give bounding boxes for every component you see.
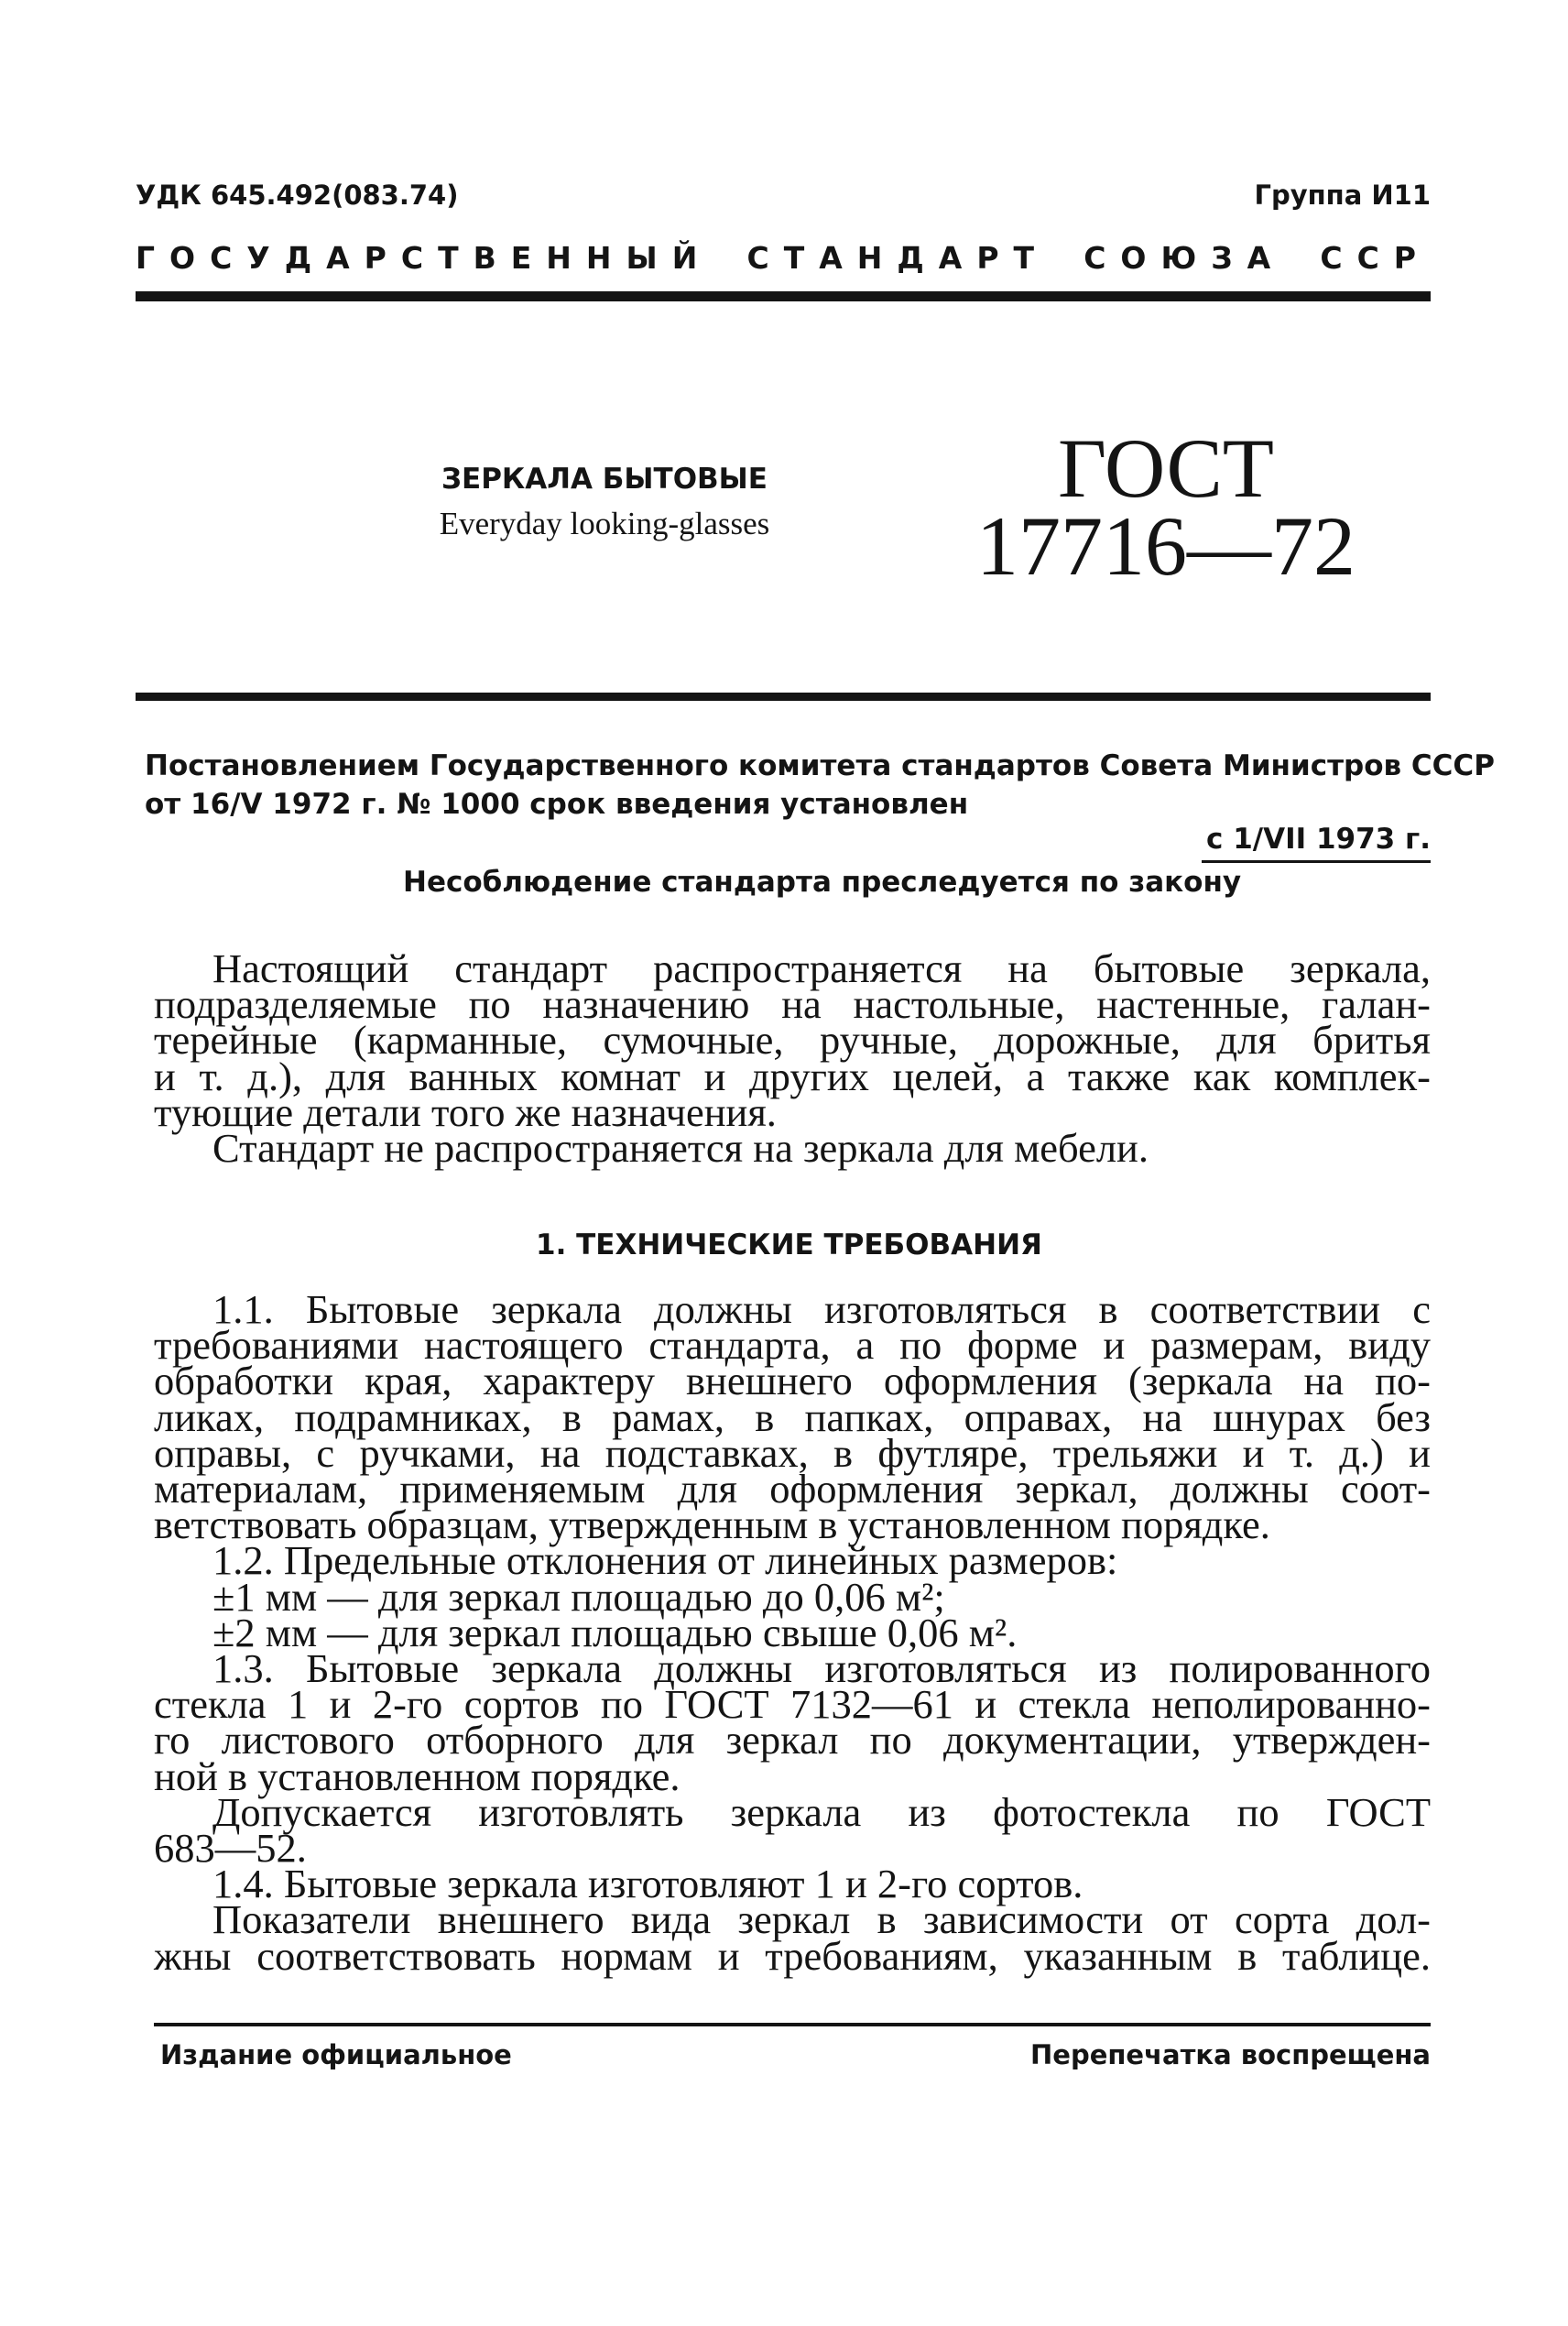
text-line: 1.1. Бытовые зеркала должны изготовляться в соответствии с xyxy=(212,1286,1431,1332)
text-line: обработки края, характеру внешнего оформления (зеркала на по- xyxy=(154,1358,1431,1404)
text-line: Настоящий стандарт распространяется на бытовые зеркала, xyxy=(212,945,1431,991)
text-line: ликах, подрамниках, в рамах, в папках, оправах, на шнурах без xyxy=(154,1393,1431,1440)
decree-line-1: Постановлением Государственного комитета стандартов Совета Министров СССР xyxy=(145,749,1495,782)
text-line: терейные (карманные, сумочные, ручные, дорожные, для бритья xyxy=(154,1017,1431,1064)
footer-reprint-prohibited: Перепечатка воспрещена xyxy=(1030,2039,1431,2070)
decree-line-2: от 16/V 1972 г. № 1000 срок введения установлен xyxy=(145,788,969,821)
text-line: Показатели внешнего вида зеркал в зависимости от сорта дол- xyxy=(212,1896,1431,1943)
text-line: материалам, применяемым для оформления зеркал, должны соот- xyxy=(154,1466,1431,1512)
header-rule xyxy=(136,291,1431,301)
state-standard-banner xyxy=(136,240,1431,276)
text-line: подразделяемые по назначению на настольные, настенные, галан- xyxy=(154,981,1431,1028)
intro-block xyxy=(154,945,1431,1172)
gost-number: 17716—72 xyxy=(976,499,1356,593)
title-english: Everyday looking-glasses xyxy=(439,506,770,541)
state-standard-word: СТАНДАРТ xyxy=(746,240,1050,276)
text-line: и т. д.), для ванных комнат и других целей, а также как комплек- xyxy=(154,1053,1431,1099)
title-russian: ЗЕРКАЛА БЫТОВЫЕ xyxy=(441,463,768,496)
state-standard-word: СОЮЗА xyxy=(1083,240,1286,276)
introduction-date: с 1/VII 1973 г. xyxy=(1206,823,1431,856)
footer-official-edition: Издание официальное xyxy=(160,2039,512,2070)
text-line: ной в установленном порядке. xyxy=(154,1753,681,1799)
section-heading: 1. ТЕХНИЧЕСКИЕ ТРЕБОВАНИЯ xyxy=(536,1229,1042,1261)
text-line: жны соответствовать нормам и требованиям, указанным в таблице. xyxy=(154,1932,1431,1979)
state-standard-word: ГОСУДАРСТВЕННЫЙ xyxy=(136,240,713,276)
text-line: 683—52. xyxy=(154,1825,307,1872)
text-line: Стандарт не распространяется на зеркала для мебели. xyxy=(212,1125,1149,1172)
state-standard-word: ССР xyxy=(1320,240,1431,276)
requirements-block xyxy=(154,1286,1431,1979)
text-line: ветствовать образцам, утвержденным в установленном порядке. xyxy=(154,1502,1270,1548)
legal-notice: Несоблюдение стандарта преследуется по закону xyxy=(403,866,1242,899)
gost-label: ГОСТ xyxy=(1057,421,1275,515)
text-line: 1.2. Предельные отклонения от линейных размеров: xyxy=(212,1537,1118,1584)
date-underline xyxy=(1202,860,1431,863)
text-line: тующие детали того же назначения. xyxy=(154,1088,777,1135)
udk-code: УДК 645.492(083.74) xyxy=(136,180,459,211)
text-line: стекла 1 и 2-го сортов по ГОСТ 7132—61 и стекла неполированно- xyxy=(154,1681,1431,1728)
group-code: Группа И11 xyxy=(1254,180,1431,211)
text-line: го листового отборного для зеркал по документации, утвержден- xyxy=(154,1717,1431,1764)
text-line: 1.3. Бытовые зеркала должны изготовляться из полированного xyxy=(212,1645,1431,1692)
tolerance-line: ±1 мм — для зеркал площадью до 0,06 м²; xyxy=(212,1573,945,1620)
text-line: Допускается изготовлять зеркала из фотостекла по ГОСТ xyxy=(212,1788,1431,1835)
footer-rule xyxy=(154,2023,1431,2026)
text-line: 1.4. Бытовые зеркала изготовляют 1 и 2-го сортов. xyxy=(212,1861,1083,1907)
title-rule xyxy=(136,693,1431,701)
text-line: требованиями настоящего стандарта, а по форме и размерам, виду xyxy=(154,1322,1431,1369)
text-line: оправы, с ручками, на подставках, в футляре, трельяжи и т. д.) и xyxy=(154,1429,1431,1476)
tolerance-line: ±2 мм — для зеркал площадью свыше 0,06 м². xyxy=(212,1609,1018,1655)
